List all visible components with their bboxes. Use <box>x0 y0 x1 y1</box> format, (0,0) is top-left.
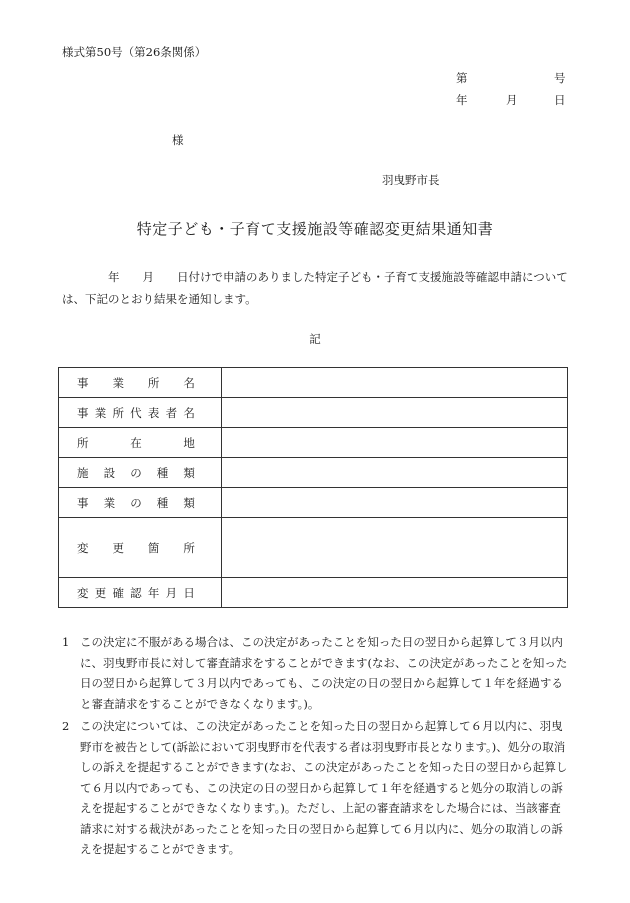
label-char: 確 <box>112 585 124 600</box>
label-char: 表 <box>147 405 160 420</box>
label-char: 事 <box>77 405 89 420</box>
note-number: 1 <box>62 635 70 649</box>
label-char: 設 <box>103 465 116 480</box>
label-char: 更 <box>94 585 107 600</box>
label-char: 所 <box>147 375 160 390</box>
table-row-change-confirm-date <box>59 578 568 608</box>
row-value-location[interactable] <box>221 428 567 458</box>
row-value-business-type[interactable] <box>221 488 567 518</box>
ki-heading: 記 <box>309 332 321 346</box>
label-char: 所 <box>77 435 89 450</box>
row-label-location <box>59 428 222 458</box>
label-char: の <box>130 465 142 480</box>
label-char: 者 <box>165 405 178 420</box>
note-text: この決定に不服がある場合は、この決定があったことを知った日の翌日から起算して３月以内に、羽曳野市長に対して審査請求をすることができます(なお、この決定があったことを知った日の翌日から起算して３月以内であっても、この決定の日の翌日から起算して１年を経過すると審査請求をすることができなくなります。)。 <box>80 635 568 711</box>
table-row-office-name <box>59 368 568 398</box>
body-paragraph: 年 月 日付けで申請のありました特定子ども・子育て支援施設等確認申請については、下記のとおり結果を通知します。 <box>62 270 568 306</box>
row-label-representative-name <box>59 398 222 428</box>
recipient-suffix: 様 <box>172 133 184 147</box>
label-char: 事 <box>77 495 89 510</box>
label-char: 類 <box>183 465 195 480</box>
row-label-change-confirm-date <box>59 578 222 608</box>
date-month: 月 <box>506 93 518 107</box>
label-char: 施 <box>77 465 89 480</box>
label-char: 箇 <box>147 540 160 555</box>
label-char: 変 <box>77 540 89 555</box>
label-char: 月 <box>165 585 178 600</box>
row-label-change-details <box>59 518 222 578</box>
label-char: 認 <box>130 585 142 600</box>
row-value-facility-type[interactable] <box>221 458 567 488</box>
row-label-office-name <box>59 368 222 398</box>
label-char: 事 <box>77 375 89 390</box>
table-row-change-details <box>59 518 568 578</box>
doc-number-suffix: 号 <box>554 71 566 85</box>
table-row-representative-name <box>59 398 568 428</box>
label-char: 日 <box>183 585 195 600</box>
label-char: 名 <box>183 405 195 420</box>
date-day: 日 <box>554 93 566 107</box>
label-char: 変 <box>77 585 89 600</box>
label-char: 業 <box>112 375 124 390</box>
table-row-facility-type <box>59 458 568 488</box>
label-char: 種 <box>156 465 169 480</box>
row-value-office-name[interactable] <box>221 368 567 398</box>
label-char: 業 <box>103 495 116 510</box>
label-char: 地 <box>183 435 195 450</box>
notes <box>62 632 568 860</box>
note-text: この決定については、この決定があったことを知った日の翌日から起算して６月以内に、羽曳野市を被告として(訴訟において羽曳野市を代表する者は羽曳野市長となります。)、処分の取消しの訴えを提起することができます(なお、この決定があったことを知った日の翌日から起算して６月以内であっても、この決定の日の翌日から起算して１年を経過すると処分の取消しの訴えを提起することができなくなります。)。ただし、上記の審査請求をした場合には、当該審査請求に対する裁決があったことを知った日の翌日から起算して６月以内に、処分の取消しの訴えを提起することができます。 <box>80 719 568 856</box>
label-char: 在 <box>130 435 142 450</box>
form-number: 様式第50号（第26条関係） <box>62 45 207 59</box>
info-table <box>58 367 568 608</box>
note-number: 2 <box>62 719 70 733</box>
label-char: 代 <box>130 405 142 420</box>
label-char: 年 <box>147 585 160 600</box>
row-label-business-type <box>59 488 222 518</box>
note-item <box>62 716 568 860</box>
table-row-business-type <box>59 488 568 518</box>
label-char: 業 <box>94 405 107 420</box>
label-char: 更 <box>112 540 124 555</box>
label-char: 類 <box>183 495 195 510</box>
label-char: 名 <box>183 375 195 390</box>
document-title: 特定子ども・子育て支援施設等確認変更結果通知書 <box>136 220 494 238</box>
label-char: の <box>130 495 142 510</box>
label-char: 所 <box>183 540 195 555</box>
note-item <box>62 632 568 714</box>
row-value-representative-name[interactable] <box>221 398 567 428</box>
row-label-facility-type <box>59 458 222 488</box>
row-value-change-details[interactable] <box>221 518 567 578</box>
label-char: 所 <box>112 405 124 420</box>
label-char: 種 <box>156 495 169 510</box>
sender-name: 羽曳野市長 <box>382 173 440 187</box>
table-row-location <box>59 428 568 458</box>
row-value-change-confirm-date[interactable] <box>221 578 567 608</box>
date-year: 年 <box>456 93 468 107</box>
doc-number-prefix: 第 <box>456 71 468 85</box>
